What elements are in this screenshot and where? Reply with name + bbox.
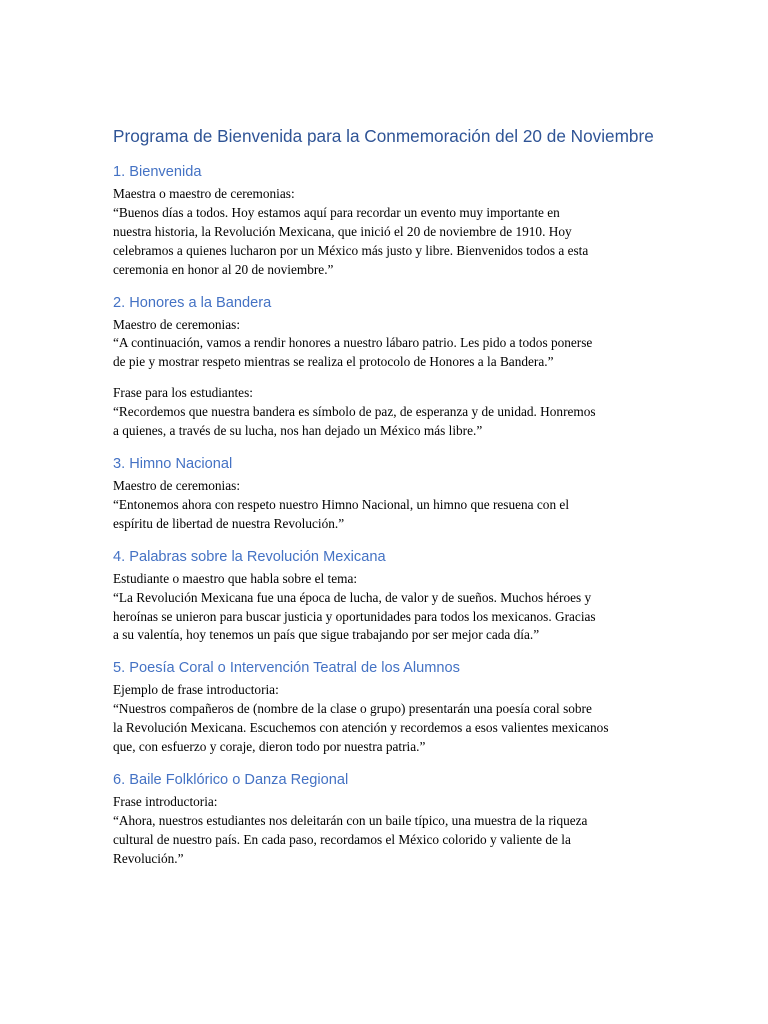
section-heading: 5. Poesía Coral o Intervención Teatral de los Alumnos	[113, 660, 460, 677]
quote-line: espíritu de libertad de nuestra Revolución.”	[113, 515, 345, 531]
section-heading: 2. Honores a la Bandera	[113, 294, 272, 311]
paragraph	[113, 185, 653, 280]
quote-line: nuestra historia, la Revolución Mexicana, que inició el 20 de noviembre de 1910. Hoy	[113, 223, 572, 239]
paragraph	[113, 570, 653, 646]
quote-line: “Recordemos que nuestra bandera es símbolo de paz, de esperanza y de unidad. Honremos	[113, 404, 596, 420]
quote-line: “Entonemos ahora con respeto nuestro Himno Nacional, un himno que resuena con el	[113, 496, 570, 512]
quote-line: “A continuación, vamos a rendir honores a nuestro lábaro patrio. Les pido a todos ponerse	[113, 335, 593, 351]
section-heading: 3. Himno Nacional	[113, 455, 233, 472]
section-heading: 1. Bienvenida	[113, 164, 202, 180]
section-heading: 4. Palabras sobre la Revolución Mexicana	[113, 548, 386, 565]
quote-line: a su valentía, hoy tenemos un país que sigue trabajando por ser mejor cada día.”	[113, 627, 540, 643]
sections-container	[113, 162, 653, 869]
quote-line: “La Revolución Mexicana fue una época de lucha, de valor y de sueños. Muchos héroes y	[113, 589, 592, 605]
speaker-label: Ejemplo de frase introductoria:	[113, 682, 279, 698]
quote-line: “Nuestros compañeros de (nombre de la clase o grupo) presentarán una poesía coral sobre	[113, 701, 592, 717]
document-page	[113, 124, 653, 882]
quote-line: Revolución.”	[113, 850, 184, 866]
paragraph	[113, 316, 653, 373]
quote-line: que, con esfuerzo y coraje, dieron todo por nuestra patria.”	[113, 739, 426, 755]
speaker-label: Frase introductoria:	[113, 793, 218, 809]
speaker-label: Maestra o maestro de ceremonias:	[113, 186, 295, 201]
quote-line: ceremonia en honor al 20 de noviembre.”	[113, 261, 334, 277]
quote-line: heroínas se unieron para buscar justicia y oportunidades para todos los mexicanos. Gracias	[113, 608, 596, 624]
quote-line: “Buenos días a todos. Hoy estamos aquí para recordar un evento muy importante en	[113, 204, 560, 220]
paragraph	[113, 793, 653, 869]
section	[113, 770, 653, 869]
quote-line: cultural de nuestro país. En cada paso, recordamos el México colorido y valiente de la	[113, 831, 571, 847]
section-heading: 6. Baile Folklórico o Danza Regional	[113, 771, 349, 788]
document-title: Programa de Bienvenida para la Conmemoración del 20 de Noviembre	[113, 126, 654, 146]
section	[113, 547, 653, 646]
quote-line: de pie y mostrar respeto mientras se realiza el protocolo de Honores a la Bandera.”	[113, 354, 554, 370]
quote-line: a quienes, a través de su lucha, nos han dejado un México más libre.”	[113, 423, 483, 439]
speaker-label: Estudiante o maestro que habla sobre el tema:	[113, 570, 358, 586]
speaker-label: Maestro de ceremonias:	[113, 477, 241, 493]
quote-line: “Ahora, nuestros estudiantes nos deleitarán con un baile típico, una muestra de la riqueza	[113, 812, 588, 828]
section	[113, 658, 653, 757]
paragraph	[113, 681, 653, 757]
paragraph	[113, 477, 653, 534]
section	[113, 293, 653, 441]
paragraph	[113, 384, 653, 441]
quote-line: celebramos a quienes lucharon por un México más justo y libre. Bienvenidos todos a esta	[113, 242, 589, 258]
quote-line: la Revolución Mexicana. Escuchemos con atención y recordemos a esos valientes mexicanos	[113, 720, 609, 736]
section	[113, 454, 653, 534]
speaker-label: Frase para los estudiantes:	[113, 385, 253, 401]
section	[113, 162, 653, 280]
speaker-label: Maestro de ceremonias:	[113, 316, 241, 332]
